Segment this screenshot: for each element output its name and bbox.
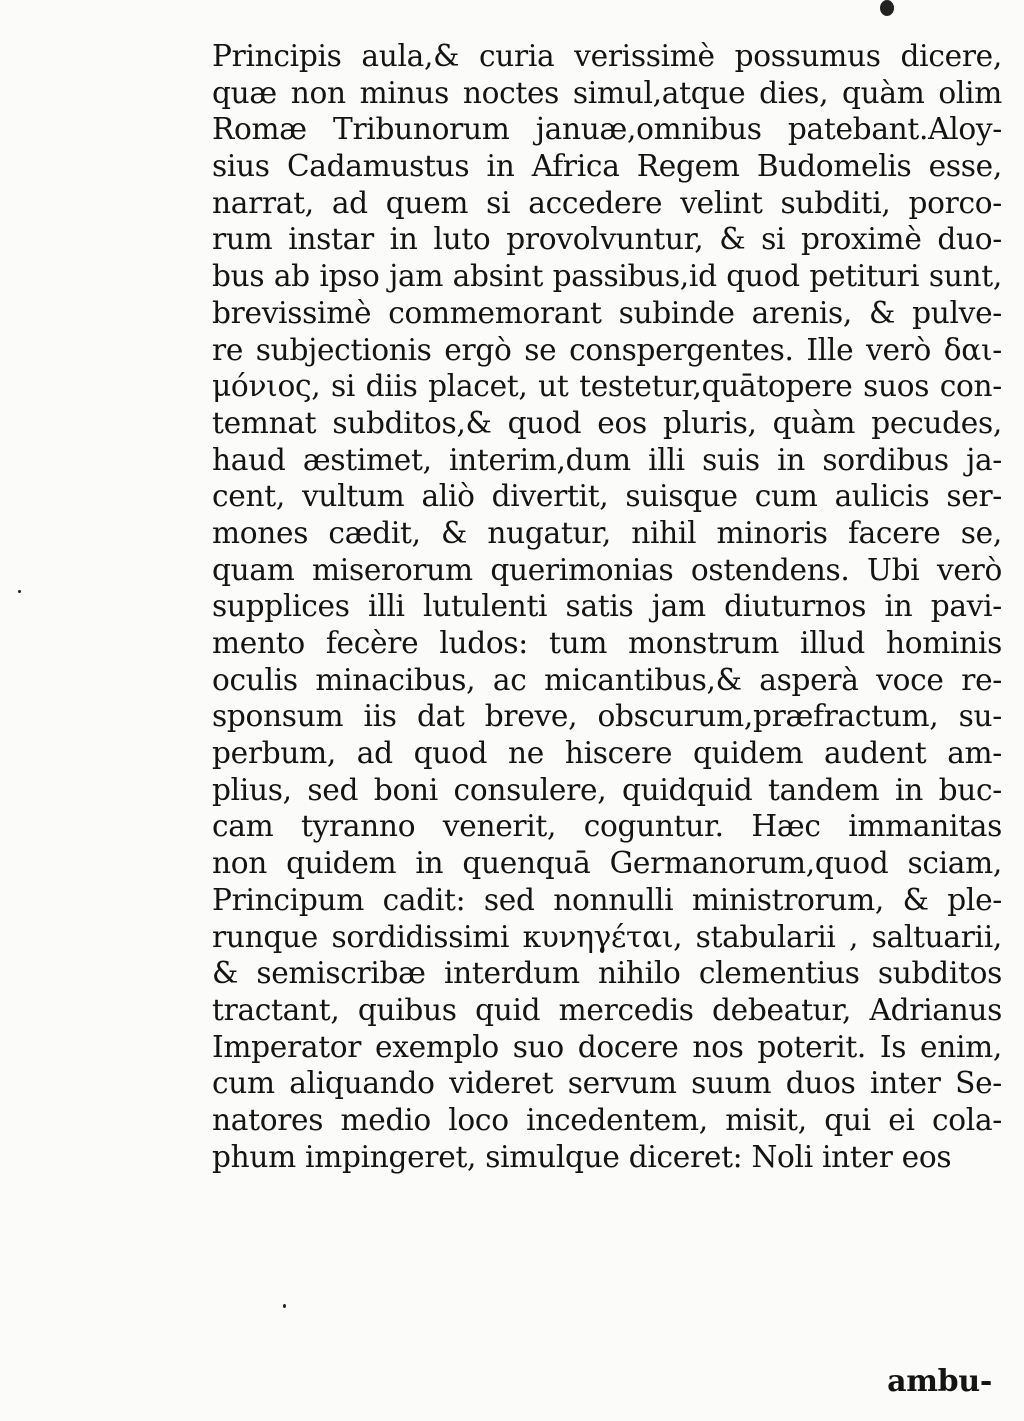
text-line: mones cædit, & nugatur, nihil minoris facere se, [212, 515, 1002, 550]
text-line: sponsum iis dat breve, obscurum,præfractum, su- [212, 699, 1002, 734]
text-line: & semiscribæ interdum nihilo clementius subditos [212, 956, 1002, 991]
text-line: rum instar in luto provolvuntur, & si proximè duo- [212, 222, 1002, 257]
text-line: quam miserorum querimonias ostendens. Ubi verò [212, 552, 1002, 587]
text-line: phum impingeret, simulque diceret: Noli inter eos [212, 1139, 952, 1174]
page-text [212, 38, 1002, 1175]
text-line: cent, vultum aliò divertit, suisque cum aulicis ser- [212, 479, 1002, 514]
text-line: quæ non minus noctes simul,atque dies, quàm olim [212, 75, 1002, 110]
text-line: Romæ Tribunorum januæ,omnibus patebant.Aloy- [212, 112, 1002, 147]
text-line: runque sordidissimi κυνηγέται, stabularii , saltuarii, [212, 919, 1002, 954]
text-line: bus ab ipso jam absint passibus,id quod petituri sunt, [212, 259, 1002, 294]
text-line: Imperator exemplo suo docere nos poterit. Is enim, [212, 1029, 1002, 1064]
text-line: tractant, quibus quid mercedis debeatur, Adrianus [212, 992, 1002, 1027]
text-line: cam tyranno venerit, coguntur. Hæc immanitas [212, 809, 1002, 844]
text-line: haud æstimet, interim,dum illi suis in sordibus ja- [212, 442, 1002, 477]
text-line: re subjectionis ergò se conspergentes. Ille verò δαι- [212, 332, 1002, 367]
text-line: oculis minacibus, ac micantibus,& asperà voce re- [212, 662, 1002, 697]
text-line: Principum cadit: sed nonnulli ministrorum, & ple- [212, 882, 1002, 917]
ink-speck [880, 0, 894, 16]
text-line: natores medio loco incedentem, misit, qui ei cola- [212, 1102, 1002, 1137]
text-line: brevissimè commemorant subinde arenis, & pulve- [212, 295, 1002, 330]
text-line: plius, sed boni consulere, quidquid tandem in buc- [212, 772, 1002, 807]
text-line: cum aliquando videret servum suum duos inter Se- [212, 1066, 1002, 1101]
text-line: narrat, ad quem si accedere velint subditi, porco- [212, 185, 1002, 220]
catchword: ambu- [887, 1364, 992, 1399]
text-line: supplices illi lutulenti satis jam diuturnos in pavi- [212, 589, 1002, 624]
ink-speck [283, 1304, 286, 1308]
text-line: mento fecère ludos: tum monstrum illud hominis [212, 626, 1002, 660]
text-line: Principis aula,& curia verissimè possumus dicere, [212, 39, 1002, 73]
text-line: perbum, ad quod ne hiscere quidem audent am- [212, 736, 1002, 771]
text-line: temnat subditos,& quod eos pluris, quàm pecudes, [212, 405, 1002, 440]
text-line: μόνιος, si diis placet, ut testetur,quātopere suos con- [212, 369, 1002, 404]
text-line: sius Cadamustus in Africa Regem Budomelis esse, [212, 149, 1002, 184]
text-line: non quidem in quenquā Germanorum,quod sciam, [212, 846, 1002, 881]
ink-speck [18, 590, 21, 593]
